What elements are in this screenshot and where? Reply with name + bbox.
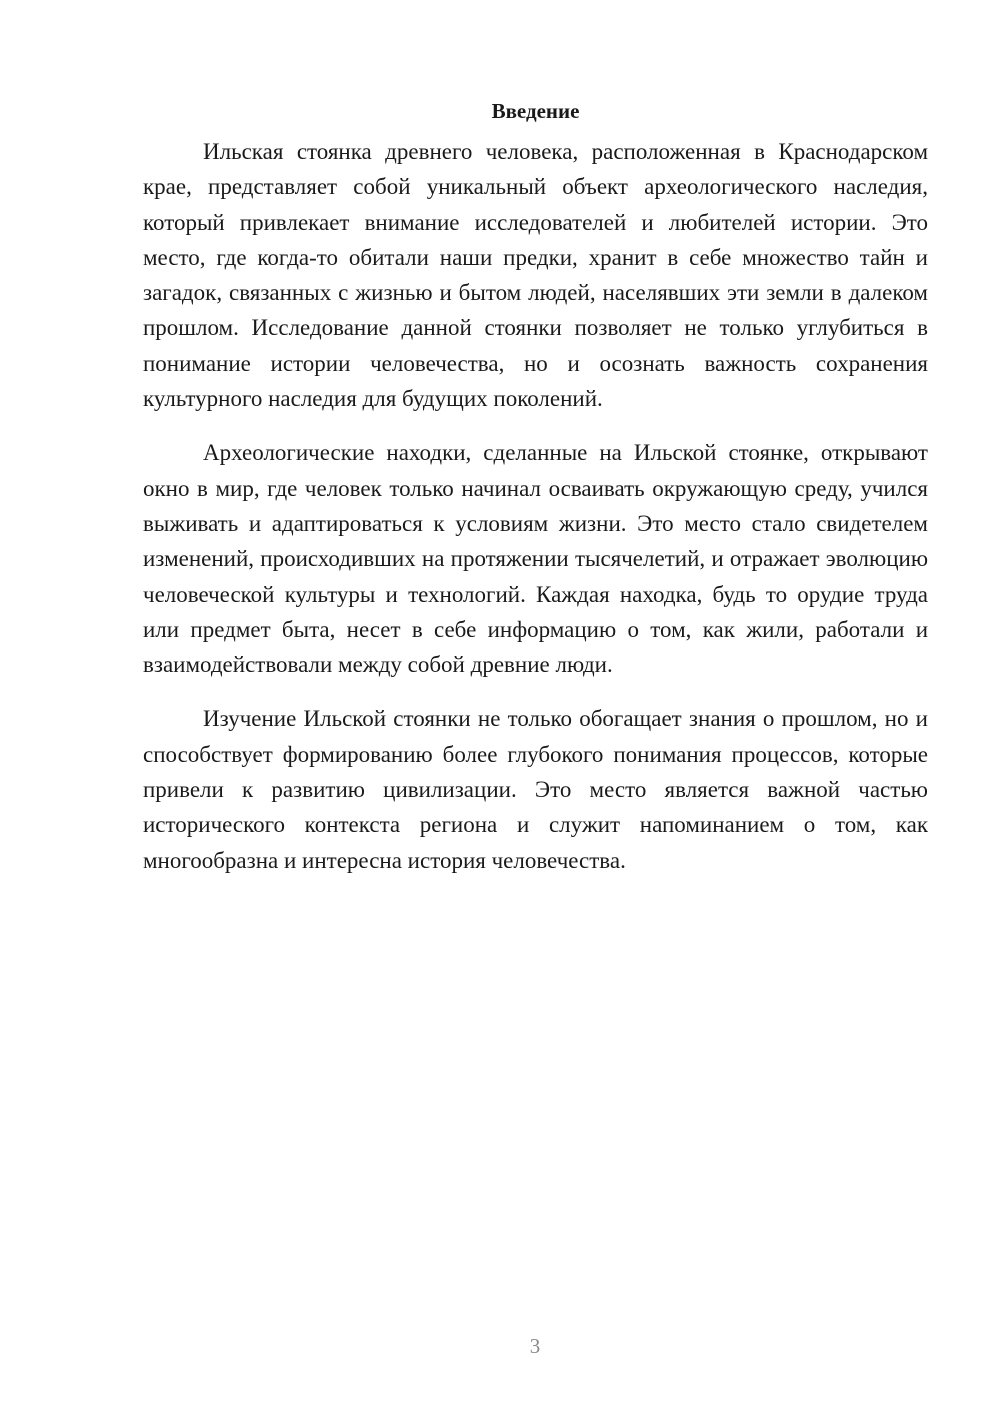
paragraph-3: Изучение Ильской стоянки не только обогащает знания о прошлом, но и способствует формированию более глубокого понимания процессов, которые привели к развитию цивилизации. Это место является важной частью исторического контекста региона и служит напоминанием о том, как многообразна и интересна история человечества. (143, 706, 928, 873)
section-title: Введение (491, 99, 580, 123)
page-number: 3 (529, 1334, 541, 1358)
paragraph-1: Ильская стоянка древнего человека, расположенная в Краснодарском крае, представляет собой уникальный объект археологического наследия, который привлекает внимание исследователей и любителей истории. Это место, где когда-то обитали наши предки, хранит в себе множество тайн и загадок, связанных с жизнью и бытом людей, населявших эти земли в далеком прошлом. Исследование данной стоянки позволяет не только углубиться в понимание истории человечества, но и осознать важность сохранения культурного наследия для будущих поколений. (143, 139, 928, 412)
page-content (143, 96, 928, 878)
paragraph-2: Археологические находки, сделанные на Ильской стоянке, открывают окно в мир, где человек только начинал осваивать окружающую среду, учился выживать и адаптироваться к условиям жизни. Это место стало свидетелем изменений, происходивших на протяжении тысячелетий, и отражает эволюцию человеческой культуры и технологий. Каждая находка, будь то орудие труда или предмет быта, несет в себе информацию о том, как жили, работали и взаимодействовали между собой древние люди. (143, 440, 928, 678)
